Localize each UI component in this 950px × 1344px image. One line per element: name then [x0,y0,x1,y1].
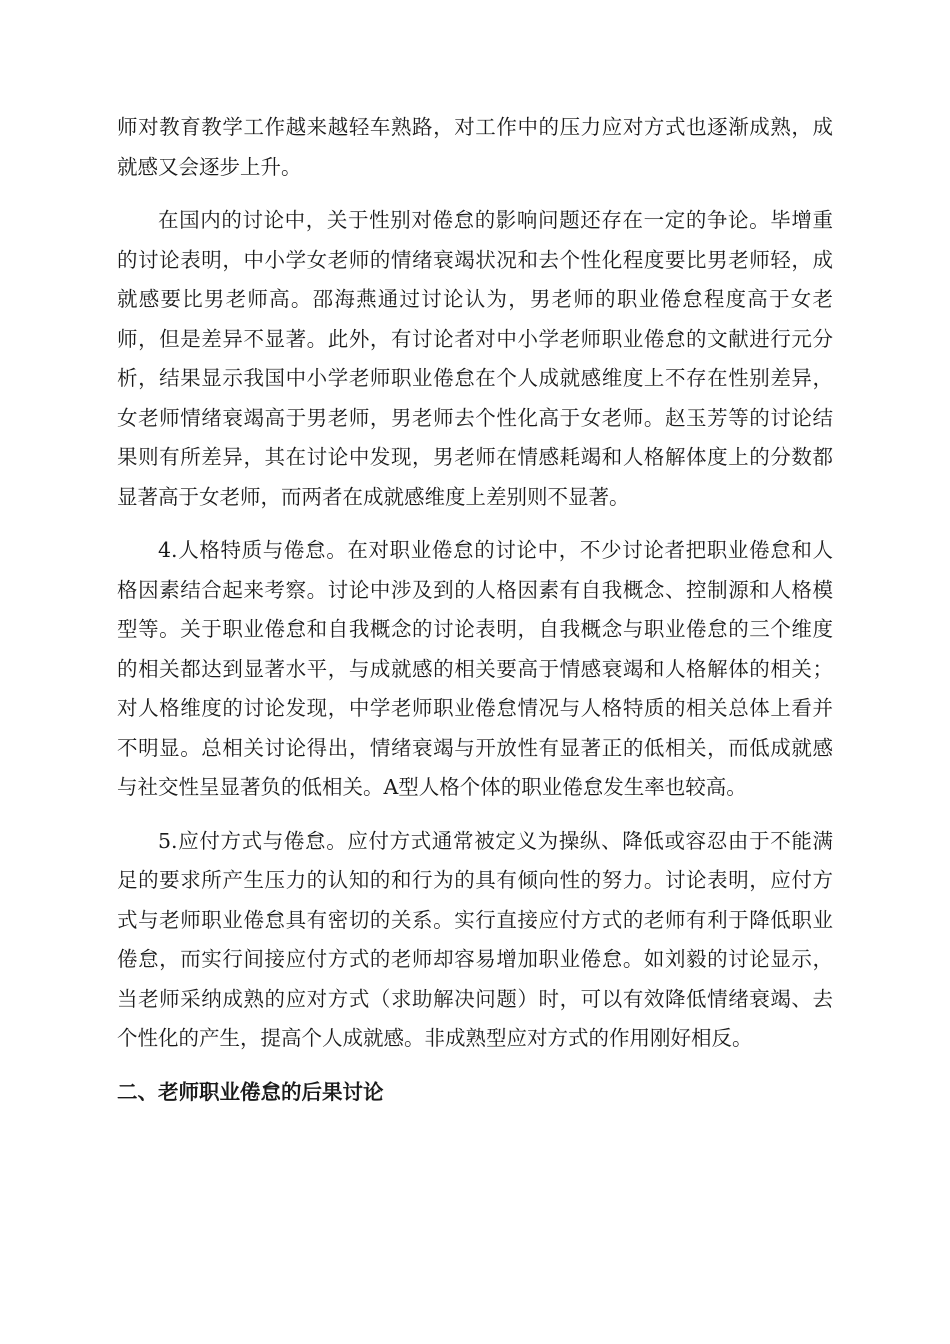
paragraph-continuation: 师对教育教学工作越来越轻车熟路，对工作中的压力应对方式也逐渐成熟，成就感又会逐步上升。 [117,115,833,179]
document-body [117,108,833,1112]
section-heading: 二、老师职业倦怠的后果讨论 [117,1079,384,1104]
paragraph-personality-traits: 4.人格特质与倦怠。在对职业倦怠的讨论中，不少讨论者把职业倦怠和人格因素结合起来考察。讨论中涉及到的人格因素有自我概念、控制源和人格模型等。关于职业倦怠和自我概念的讨论表明，自我概念与职业倦怠的三个维度的相关都达到显著水平，与成就感的相关要高于情感衰竭和人格解体的相关；对人格维度的讨论发现，中学老师职业倦怠情况与人格特质的相关总体上看并不明显。总相关讨论得出，情绪衰竭与开放性有显著正的低相关，而低成就感与社交性呈显著负的低相关。A型人格个体的职业倦怠发生率也较高。 [117,538,833,799]
paragraph-coping-styles: 5.应付方式与倦怠。应付方式通常被定义为操纵、降低或容忍由于不能满足的要求所产生压力的认知的和行为的具有倾向性的努力。讨论表明，应付方式与老师职业倦怠具有密切的关系。实行直接应付方式的老师有利于降低职业倦怠，而实行间接应付方式的老师却容易增加职业倦怠。如刘毅的讨论显示，当老师采纳成熟的应对方式（求助解决问题）时，可以有效降低情绪衰竭、去个性化的产生，提高个人成就感。非成熟型应对方式的作用刚好相反。 [117,828,833,1050]
paragraph-gender-differences: 在国内的讨论中，关于性别对倦怠的影响问题还存在一定的争论。毕增重的讨论表明，中小学女老师的情绪衰竭状况和去个性化程度要比男老师轻，成就感要比男老师高。邵海燕通过讨论认为，男老师的职业倦怠程度高于女老师，但是差异不显著。此外，有讨论者对中小学老师职业倦怠的文献进行元分析，结果显示我国中小学老师职业倦怠在个人成就感维度上不存在性别差异，女老师情绪衰竭高于男老师，男老师去个性化高于女老师。赵玉芳等的讨论结果则有所差异，其在讨论中发现，男老师在情感耗竭和人格解体度上的分数都显著高于女老师，而两者在成就感维度上差别则不显著。 [117,208,833,509]
